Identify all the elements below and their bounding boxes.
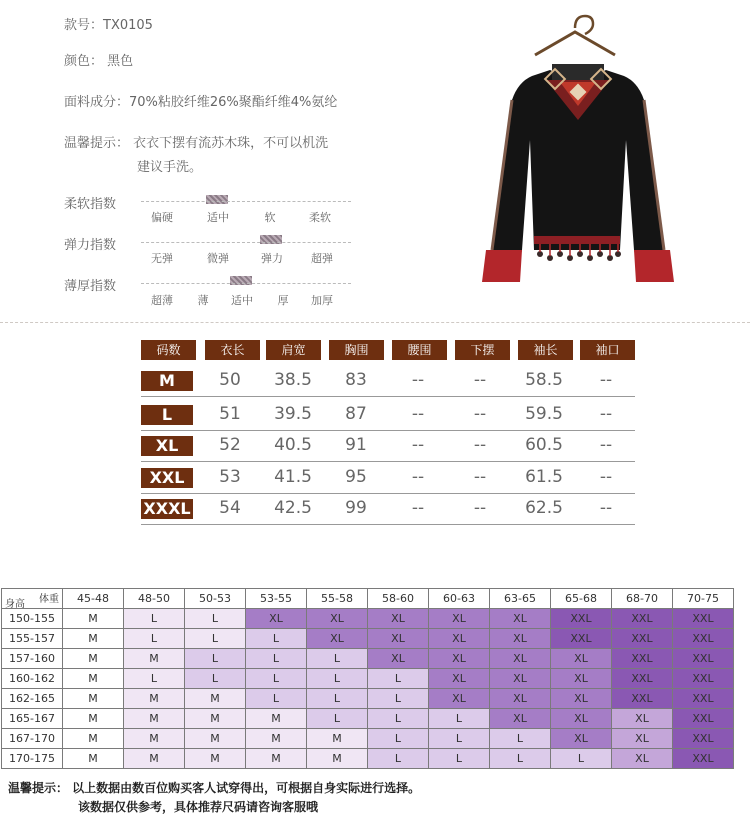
recommended-size-cell: XL (307, 609, 368, 629)
size-header-cuff: 袖口 (580, 340, 635, 360)
recommended-size-cell: L (490, 729, 551, 749)
weight-header: 65-68 (551, 589, 612, 609)
size-value-sleeve: 58.5 (525, 370, 563, 390)
size-value-sleeve: 60.5 (525, 435, 563, 455)
recommended-size-cell: XL (551, 649, 612, 669)
recommended-size-cell: XL (612, 709, 673, 729)
size-value-length: 53 (219, 467, 241, 487)
footer-note-line1: 温馨提示： 以上数据由数百位购买客人试穿得出，可根据自身实际进行选择。 (8, 781, 421, 795)
recommended-size-cell: L (124, 669, 185, 689)
recommended-size-cell: L (246, 689, 307, 709)
recommended-size-cell: L (551, 749, 612, 769)
recommended-size-cell: XXL (673, 749, 734, 769)
recommended-size-cell: L (490, 749, 551, 769)
recommended-size-cell: XXL (551, 629, 612, 649)
recommended-size-cell: M (63, 749, 124, 769)
recommended-size-cell: XL (551, 729, 612, 749)
weight-header: 50-53 (185, 589, 246, 609)
recommended-size-cell: XL (246, 609, 307, 629)
size-row-divider (141, 430, 635, 431)
recommended-size-cell: XL (490, 709, 551, 729)
style-number: 款号：TX0105 (64, 18, 153, 33)
recommended-size-cell: L (185, 629, 246, 649)
size-value-bust: 83 (345, 370, 367, 390)
elasticity-option: 弹力 (261, 252, 283, 265)
softness-option: 适中 (207, 211, 229, 224)
recommended-size-cell: L (185, 609, 246, 629)
elasticity-label: 弹力指数 (64, 238, 117, 253)
recommended-size-cell: L (124, 629, 185, 649)
weight-header: 55-58 (307, 589, 368, 609)
recommended-size-cell: M (63, 609, 124, 629)
thickness-option: 超薄 (151, 294, 173, 307)
recommended-size-cell: M (124, 749, 185, 769)
size-label: M (141, 371, 193, 391)
size-header-waist: 腰围 (392, 340, 447, 360)
recommended-size-cell: M (124, 689, 185, 709)
recommended-size-cell: L (246, 649, 307, 669)
size-value-cuff: -- (599, 435, 613, 455)
grid-row (2, 689, 734, 709)
recommended-size-cell: L (185, 669, 246, 689)
recommended-size-cell: L (246, 669, 307, 689)
grid-row (2, 649, 734, 669)
size-value-waist: -- (411, 435, 425, 455)
size-header-bust: 胸围 (329, 340, 384, 360)
recommended-size-cell: L (185, 649, 246, 669)
size-value-sleeve: 61.5 (525, 467, 563, 487)
elasticity-option: 无弹 (151, 252, 173, 265)
recommended-size-cell: L (429, 709, 490, 729)
recommended-size-cell: XXL (612, 689, 673, 709)
size-value-hem: -- (473, 370, 487, 390)
recommended-size-cell: M (246, 749, 307, 769)
weight-header: 68-70 (612, 589, 673, 609)
recommended-size-cell: L (307, 669, 368, 689)
size-label: XL (141, 436, 193, 456)
recommended-size-cell: XL (368, 629, 429, 649)
weight-header: 53-55 (246, 589, 307, 609)
grid-row (2, 709, 734, 729)
softness-option: 柔软 (309, 211, 331, 224)
recommended-size-cell: XXL (673, 669, 734, 689)
recommended-size-cell: L (368, 729, 429, 749)
care-tip: 温馨提示： 衣衣下摆有流苏木珠，不可以机洗 (64, 136, 329, 151)
size-value-shoulder: 39.5 (274, 404, 312, 424)
height-label: 162-165 (2, 689, 63, 709)
recommended-size-cell: L (368, 749, 429, 769)
size-value-cuff: -- (599, 370, 613, 390)
height-label: 155-157 (2, 629, 63, 649)
recommended-size-cell: L (429, 749, 490, 769)
weight-header: 60-63 (429, 589, 490, 609)
size-value-shoulder: 38.5 (274, 370, 312, 390)
size-value-cuff: -- (599, 498, 613, 518)
recommended-size-cell: XXL (612, 649, 673, 669)
size-value-hem: -- (473, 435, 487, 455)
recommended-size-cell: XL (612, 749, 673, 769)
recommended-size-cell: XL (612, 729, 673, 749)
height-label: 165-167 (2, 709, 63, 729)
recommended-size-cell: XXL (673, 629, 734, 649)
size-value-length: 52 (219, 435, 241, 455)
size-value-sleeve: 62.5 (525, 498, 563, 518)
recommended-size-cell: XXL (673, 609, 734, 629)
grid-row (2, 749, 734, 769)
size-row-divider (141, 524, 635, 525)
recommended-size-cell: XXL (612, 609, 673, 629)
size-value-shoulder: 40.5 (274, 435, 312, 455)
grid-corner (2, 589, 63, 609)
size-value-cuff: -- (599, 467, 613, 487)
height-label: 157-160 (2, 649, 63, 669)
color-label: 颜色： 黑色 (64, 54, 134, 69)
care-tip-line2: 建议手洗。 (137, 160, 203, 175)
recommended-size-cell: XL (490, 609, 551, 629)
recommended-size-cell: M (307, 749, 368, 769)
recommended-size-cell: M (185, 729, 246, 749)
recommended-size-cell: L (429, 729, 490, 749)
softness-line (141, 201, 351, 202)
recommended-size-cell: M (63, 709, 124, 729)
recommended-size-cell: XL (490, 629, 551, 649)
corner-height-label: 身高 (5, 599, 25, 610)
recommended-size-cell: L (246, 629, 307, 649)
recommended-size-cell: M (63, 729, 124, 749)
grid-row (2, 669, 734, 689)
grid-row (2, 609, 734, 629)
grid-row (2, 729, 734, 749)
recommended-size-cell: M (185, 749, 246, 769)
height-label: 150-155 (2, 609, 63, 629)
elasticity-option: 微弹 (207, 252, 229, 265)
recommended-size-cell: XL (551, 689, 612, 709)
size-value-shoulder: 42.5 (274, 498, 312, 518)
thickness-option: 厚 (277, 294, 289, 307)
footer-note-line2: 该数据仅供参考，具体推荐尺码请咨询客服哦 (78, 800, 319, 814)
recommended-size-cell: M (63, 649, 124, 669)
size-recommendation-grid (1, 588, 734, 769)
size-value-bust: 99 (345, 498, 367, 518)
size-value-hem: -- (473, 404, 487, 424)
recommended-size-cell: XL (368, 609, 429, 629)
height-label: 167-170 (2, 729, 63, 749)
recommended-size-cell: L (124, 609, 185, 629)
thickness-line (141, 283, 351, 284)
softness-marker (206, 195, 228, 204)
recommended-size-cell: XXL (673, 649, 734, 669)
thickness-option: 薄 (197, 294, 209, 307)
thickness-label: 薄厚指数 (64, 279, 117, 294)
size-value-shoulder: 41.5 (274, 467, 312, 487)
recommended-size-cell: XXL (551, 609, 612, 629)
recommended-size-cell: L (307, 689, 368, 709)
thickness-option: 加厚 (311, 294, 333, 307)
size-value-length: 50 (219, 370, 241, 390)
size-value-waist: -- (411, 370, 425, 390)
size-value-length: 51 (219, 404, 241, 424)
recommended-size-cell: XXL (612, 629, 673, 649)
recommended-size-cell: XL (429, 689, 490, 709)
recommended-size-cell: M (307, 729, 368, 749)
recommended-size-cell: M (63, 629, 124, 649)
grid-row (2, 629, 734, 649)
size-row-divider (141, 461, 635, 462)
recommended-size-cell: L (307, 709, 368, 729)
size-value-length: 54 (219, 498, 241, 518)
size-header-sleeve: 袖长 (518, 340, 573, 360)
recommended-size-cell: M (124, 729, 185, 749)
recommended-size-cell: XL (490, 689, 551, 709)
recommended-size-cell: XL (429, 629, 490, 649)
softness-option: 偏硬 (151, 211, 173, 224)
recommended-size-cell: XL (429, 609, 490, 629)
size-header-hem: 下摆 (455, 340, 510, 360)
weight-header: 48-50 (124, 589, 185, 609)
recommended-size-cell: XL (551, 669, 612, 689)
height-label: 170-175 (2, 749, 63, 769)
size-value-waist: -- (411, 498, 425, 518)
weight-header: 63-65 (490, 589, 551, 609)
recommended-size-cell: XXL (612, 669, 673, 689)
size-label: XXXL (141, 499, 193, 519)
recommended-size-cell: XXL (673, 689, 734, 709)
weight-header: 70-75 (673, 589, 734, 609)
recommended-size-cell: XL (490, 649, 551, 669)
recommended-size-cell: XL (429, 649, 490, 669)
size-header-length: 衣长 (205, 340, 260, 360)
recommended-size-cell: M (185, 709, 246, 729)
fabric-composition: 面料成分：70%粘胶纤维26%聚酯纤维4%氨纶 (64, 95, 338, 110)
recommended-size-cell: M (185, 689, 246, 709)
size-header-size: 码数 (141, 340, 196, 360)
section-divider (0, 322, 750, 323)
recommended-size-cell: L (368, 709, 429, 729)
recommended-size-cell: L (368, 669, 429, 689)
recommended-size-cell: XL (368, 649, 429, 669)
size-value-bust: 95 (345, 467, 367, 487)
recommended-size-cell: XL (490, 669, 551, 689)
recommended-size-cell: M (124, 709, 185, 729)
size-value-bust: 91 (345, 435, 367, 455)
recommended-size-cell: XL (307, 629, 368, 649)
size-value-waist: -- (411, 404, 425, 424)
size-value-cuff: -- (599, 404, 613, 424)
elasticity-option: 超弹 (311, 252, 333, 265)
size-value-waist: -- (411, 467, 425, 487)
size-row-divider (141, 396, 635, 397)
size-row-divider (141, 493, 635, 494)
recommended-size-cell: M (246, 709, 307, 729)
recommended-size-cell: L (368, 689, 429, 709)
recommended-size-cell: XXL (673, 709, 734, 729)
recommended-size-cell: M (246, 729, 307, 749)
weight-header: 45-48 (63, 589, 124, 609)
size-label: L (141, 405, 193, 425)
size-value-hem: -- (473, 467, 487, 487)
size-value-sleeve: 59.5 (525, 404, 563, 424)
size-header-shoulder: 肩宽 (266, 340, 321, 360)
thickness-option: 适中 (231, 294, 253, 307)
recommended-size-cell: XL (429, 669, 490, 689)
height-label: 160-162 (2, 669, 63, 689)
size-value-bust: 87 (345, 404, 367, 424)
recommended-size-cell: XXL (673, 729, 734, 749)
size-value-hem: -- (473, 498, 487, 518)
recommended-size-cell: M (124, 649, 185, 669)
recommended-size-cell: M (63, 669, 124, 689)
corner-weight-label: 体重 (39, 594, 59, 605)
weight-header: 58-60 (368, 589, 429, 609)
recommended-size-cell: L (307, 649, 368, 669)
softness-label: 柔软指数 (64, 197, 117, 212)
recommended-size-cell: M (63, 689, 124, 709)
size-label: XXL (141, 468, 193, 488)
recommended-size-cell: XL (551, 709, 612, 729)
softness-option: 软 (264, 211, 276, 224)
product-image (400, 10, 750, 310)
elasticity-line (141, 242, 351, 243)
